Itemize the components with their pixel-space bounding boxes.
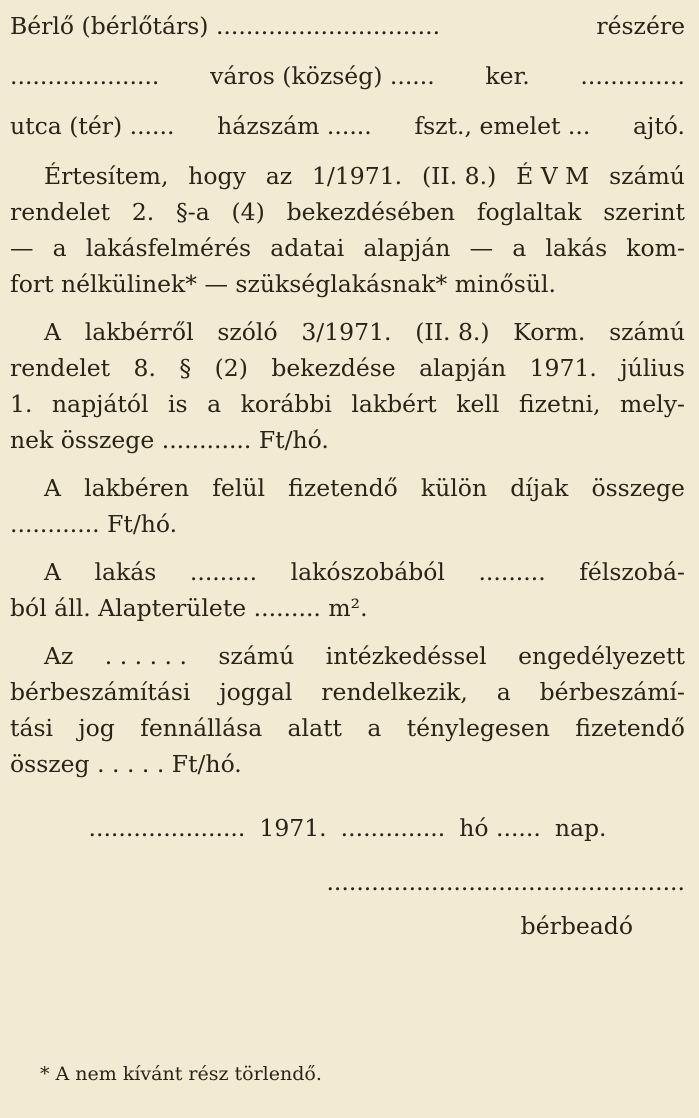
date-year: 1971. <box>259 814 327 842</box>
word: alatt <box>287 714 342 742</box>
text-line <box>10 638 685 674</box>
word: számú <box>218 642 295 670</box>
date-day-label: nap. <box>554 814 607 842</box>
paragraph-classification <box>10 158 685 302</box>
city-dots: .................... <box>10 62 160 90</box>
text-line <box>10 470 685 506</box>
city-line <box>10 58 685 94</box>
word: rendelkezik, <box>321 678 468 706</box>
word: joggal <box>219 678 293 706</box>
word: a <box>207 390 222 418</box>
word: lakbéren <box>84 474 190 502</box>
word: ténylegesen <box>406 714 550 742</box>
date-month-label: hó ...... <box>459 814 541 842</box>
paragraph-extra-fees <box>10 470 685 542</box>
word: § <box>179 354 192 382</box>
for-label: részére <box>596 12 685 40</box>
word: fizetendő <box>575 714 685 742</box>
word: É V M <box>516 162 590 190</box>
city-label: város (község) ...... <box>210 62 435 90</box>
word: számú <box>609 318 685 346</box>
text-line <box>10 506 685 542</box>
text-line <box>10 422 685 458</box>
text-line <box>10 266 685 302</box>
word: lakbérről <box>84 318 194 346</box>
paragraph-rooms <box>10 554 685 626</box>
word: számú <box>609 162 685 190</box>
word: bekezdése <box>271 354 396 382</box>
word: bekezdésében <box>286 198 456 226</box>
word: a <box>52 234 67 262</box>
word: A <box>44 474 61 502</box>
word: kell <box>456 390 500 418</box>
word: A <box>44 558 61 586</box>
word: ......... <box>189 558 258 586</box>
paragraph-offset <box>10 638 685 782</box>
word: díjak <box>510 474 569 502</box>
word: napjától <box>51 390 149 418</box>
signature-label <box>10 908 685 944</box>
text-line <box>10 194 685 230</box>
word: bérbeszámí- <box>539 678 685 706</box>
text-line <box>10 590 685 626</box>
word: fizetni, <box>518 390 601 418</box>
word: felül <box>212 474 266 502</box>
signature-dots-text: ................................................ <box>326 868 685 896</box>
word: Az <box>44 642 74 670</box>
signature-dots <box>10 864 685 900</box>
word: alapján <box>363 234 451 262</box>
word: a <box>512 234 527 262</box>
word: (II. 8.) <box>415 318 490 346</box>
word: — <box>10 234 34 262</box>
word: alapján <box>419 354 507 382</box>
word: is <box>168 390 188 418</box>
word: szerint <box>603 198 685 226</box>
word: a <box>367 714 382 742</box>
text-line <box>10 314 685 350</box>
word: . . . . . . <box>104 642 187 670</box>
word: összeg . . . . . Ft/hó. <box>10 750 242 778</box>
word: tási <box>10 714 54 742</box>
word: A <box>44 318 61 346</box>
word: július <box>620 354 685 382</box>
word: 3/1971. <box>301 318 392 346</box>
word: lakás <box>545 234 608 262</box>
district-dots: .............. <box>580 62 685 90</box>
word: lakbért <box>351 390 437 418</box>
word: 1/1971. <box>311 162 403 190</box>
street-line <box>10 108 685 144</box>
tenant-label: Bérlő (bérlőtárs) .............................. <box>10 12 441 40</box>
word: kom- <box>626 234 685 262</box>
date-month-dots: .............. <box>340 814 446 842</box>
footnote: * A nem kívánt rész törlendő. <box>40 1063 322 1085</box>
house-number-label: házszám ...... <box>217 112 372 140</box>
text-line <box>10 674 685 710</box>
word: 8. <box>133 354 156 382</box>
word: adatai <box>270 234 345 262</box>
text-line <box>10 350 685 386</box>
word: 1971. <box>529 354 597 382</box>
word: 2. <box>131 198 155 226</box>
word: intézkedéssel <box>325 642 487 670</box>
word: (II. 8.) <box>421 162 497 190</box>
landlord-label: bérbeadó <box>520 912 633 940</box>
word: foglaltak <box>476 198 582 226</box>
street-label: utca (tér) ...... <box>10 112 175 140</box>
word: 1. <box>10 390 33 418</box>
text-line <box>10 746 685 782</box>
word: mely- <box>619 390 685 418</box>
word: az <box>265 162 293 190</box>
tenant-line <box>10 8 685 44</box>
date-line <box>10 810 685 846</box>
text-line <box>10 554 685 590</box>
word: (2) <box>214 354 248 382</box>
paragraph-rent <box>10 314 685 458</box>
word: (4) <box>231 198 265 226</box>
word: hogy <box>188 162 246 190</box>
word: lakószobából <box>290 558 445 586</box>
word: bérbeszámítási <box>10 678 191 706</box>
word: Korm. <box>513 318 586 346</box>
word: a <box>496 678 511 706</box>
word: — <box>469 234 494 262</box>
text-line <box>10 386 685 422</box>
word: ............ Ft/hó. <box>10 510 178 538</box>
word: nek összege ............ Ft/hó. <box>10 426 329 454</box>
text-line <box>10 230 685 266</box>
door-label: ajtó. <box>633 112 685 140</box>
word: rendelet <box>10 198 111 226</box>
text-line <box>10 710 685 746</box>
text-line <box>10 158 685 194</box>
word: lakásfelmérés <box>85 234 252 262</box>
word: ból áll. Alapterülete ......... m². <box>10 594 368 622</box>
word: fennállása <box>140 714 263 742</box>
word: korábbi <box>240 390 332 418</box>
word: szóló <box>217 318 278 346</box>
word: Értesítem, <box>44 162 169 190</box>
word: §-a <box>176 198 210 226</box>
word: rendelet <box>10 354 111 382</box>
word: külön <box>420 474 488 502</box>
word: félszobá- <box>579 558 685 586</box>
word: jog <box>78 714 115 742</box>
word: összege <box>591 474 685 502</box>
floor-label: fszt., emelet ... <box>414 112 591 140</box>
word: lakás <box>94 558 157 586</box>
word: fort nélkülinek* — szükséglakásnak* minősül. <box>10 270 556 298</box>
word: fizetendő <box>288 474 398 502</box>
word: ......... <box>478 558 546 586</box>
district-label: ker. <box>485 62 530 90</box>
date-place-dots: ..................... <box>88 814 246 842</box>
word: engedélyezett <box>518 642 685 670</box>
